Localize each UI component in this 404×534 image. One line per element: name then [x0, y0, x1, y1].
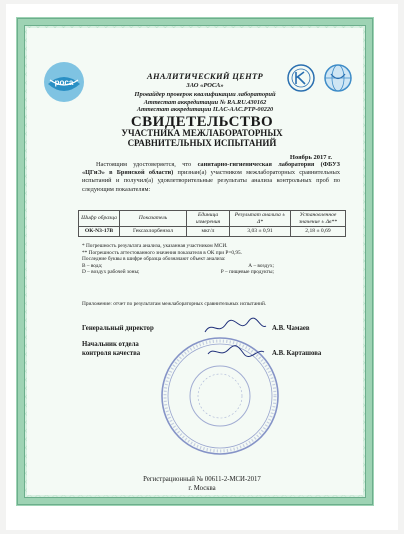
column-header-result: Результат анализа ± Δ* [230, 211, 291, 227]
registration-block [50, 476, 354, 493]
object-work-zone-air: D – воздух рабочей зоны; [82, 269, 140, 276]
note-2: ** Погрешность аттестованного значения показателя в ОК при Р=0,95. [82, 249, 242, 256]
quality-head-title [82, 341, 140, 358]
column-header-indicator: Показатель [120, 211, 187, 227]
signature-director-icon [200, 316, 270, 338]
subtitle-line-1: УЧАСТНИКА МЕЖЛАБОРАТОРНЫХ [121, 128, 283, 138]
indicator-cell: Гексахлорбензол [120, 227, 187, 237]
column-header-assigned: Установленное значение ± Δв** [291, 211, 346, 227]
director-name: А.В. Чамаев [272, 325, 310, 332]
director-title: Генеральный директор [82, 325, 154, 332]
object-legend-row-2 [82, 269, 344, 276]
logo-text: роса [54, 78, 74, 87]
rosa-logo-icon [42, 60, 86, 104]
certificate-title: СВИДЕТЕЛЬСТВО [130, 114, 274, 130]
org-role: Провайдер проверок квалификации лабораторий [134, 91, 276, 98]
org-company: ЗАО «РОСА» [186, 82, 224, 89]
quality-head-title-line-2: контроля качества [82, 349, 141, 357]
certificate-statement [82, 161, 340, 194]
assigned-value-cell: 2,18 ± 0,69 [291, 227, 346, 237]
accreditation-2: Аттестат аккредитации ILAC-AAC.PTP-00220 [136, 106, 274, 113]
object-air: А – воздух; [248, 262, 274, 269]
quality-head-title-line-1: Начальник отдела [82, 341, 139, 348]
table-header-row [79, 211, 346, 227]
laboratory-name: санитарно-гигиеническая лаборатория (ФБУЗ «ЦГиЭ» в Брянской области) [82, 161, 340, 177]
table-row [79, 227, 346, 237]
object-food: Р – пищевые продукты; [220, 269, 274, 276]
sample-code-cell: ОК-N3-17В [79, 227, 120, 237]
quality-head-name: А.В. Карташова [272, 350, 322, 357]
certificate-subtitle [50, 128, 354, 148]
registration-number: Регистрационный № 00611-2-МСИ-2017 [143, 476, 261, 483]
statement-part-1: Настоящим удостоверяется, что [96, 161, 198, 168]
note-3: Последние буквы в шифре образца обозначают объект анализа: [82, 256, 226, 263]
signature-quality-head-icon [200, 340, 270, 362]
column-header-code: Шифр образца [79, 211, 120, 227]
result-cell: 3,03 ± 0,91 [230, 227, 291, 237]
provider-header [90, 71, 320, 113]
column-header-unit: Единица измерения [187, 211, 230, 227]
issue-city: г. Москва [188, 484, 216, 492]
table-notes [82, 243, 344, 276]
object-water: В – вода; [82, 262, 103, 269]
rosstandart-globe-icon [323, 63, 353, 93]
note-1: * Погрешность результата анализа, указанная участником МСИ. [82, 243, 228, 249]
issue-date: Ноябрь 2017 г. [289, 154, 332, 161]
accreditation-1: Аттестат аккредитации № RA.RU.430162 [143, 98, 267, 106]
subtitle-line-2: СРАВНИТЕЛЬНЫХ ИСПЫТАНИЙ [127, 138, 277, 148]
org-name: АНАЛИТИЧЕСКИЙ ЦЕНТР [147, 71, 263, 81]
unit-cell: мкг/л [187, 227, 230, 237]
appendix-note: Приложение: отчет по результатам межлабораторных сравнительных испытаний. [82, 301, 267, 307]
statement-part-2: признан(а) участником межлабораторных сравнительных испытаний и получил(а) удовлетворительные результаты анализа контрольных проб по следующим показателям: [82, 169, 340, 193]
results-table [78, 210, 346, 237]
